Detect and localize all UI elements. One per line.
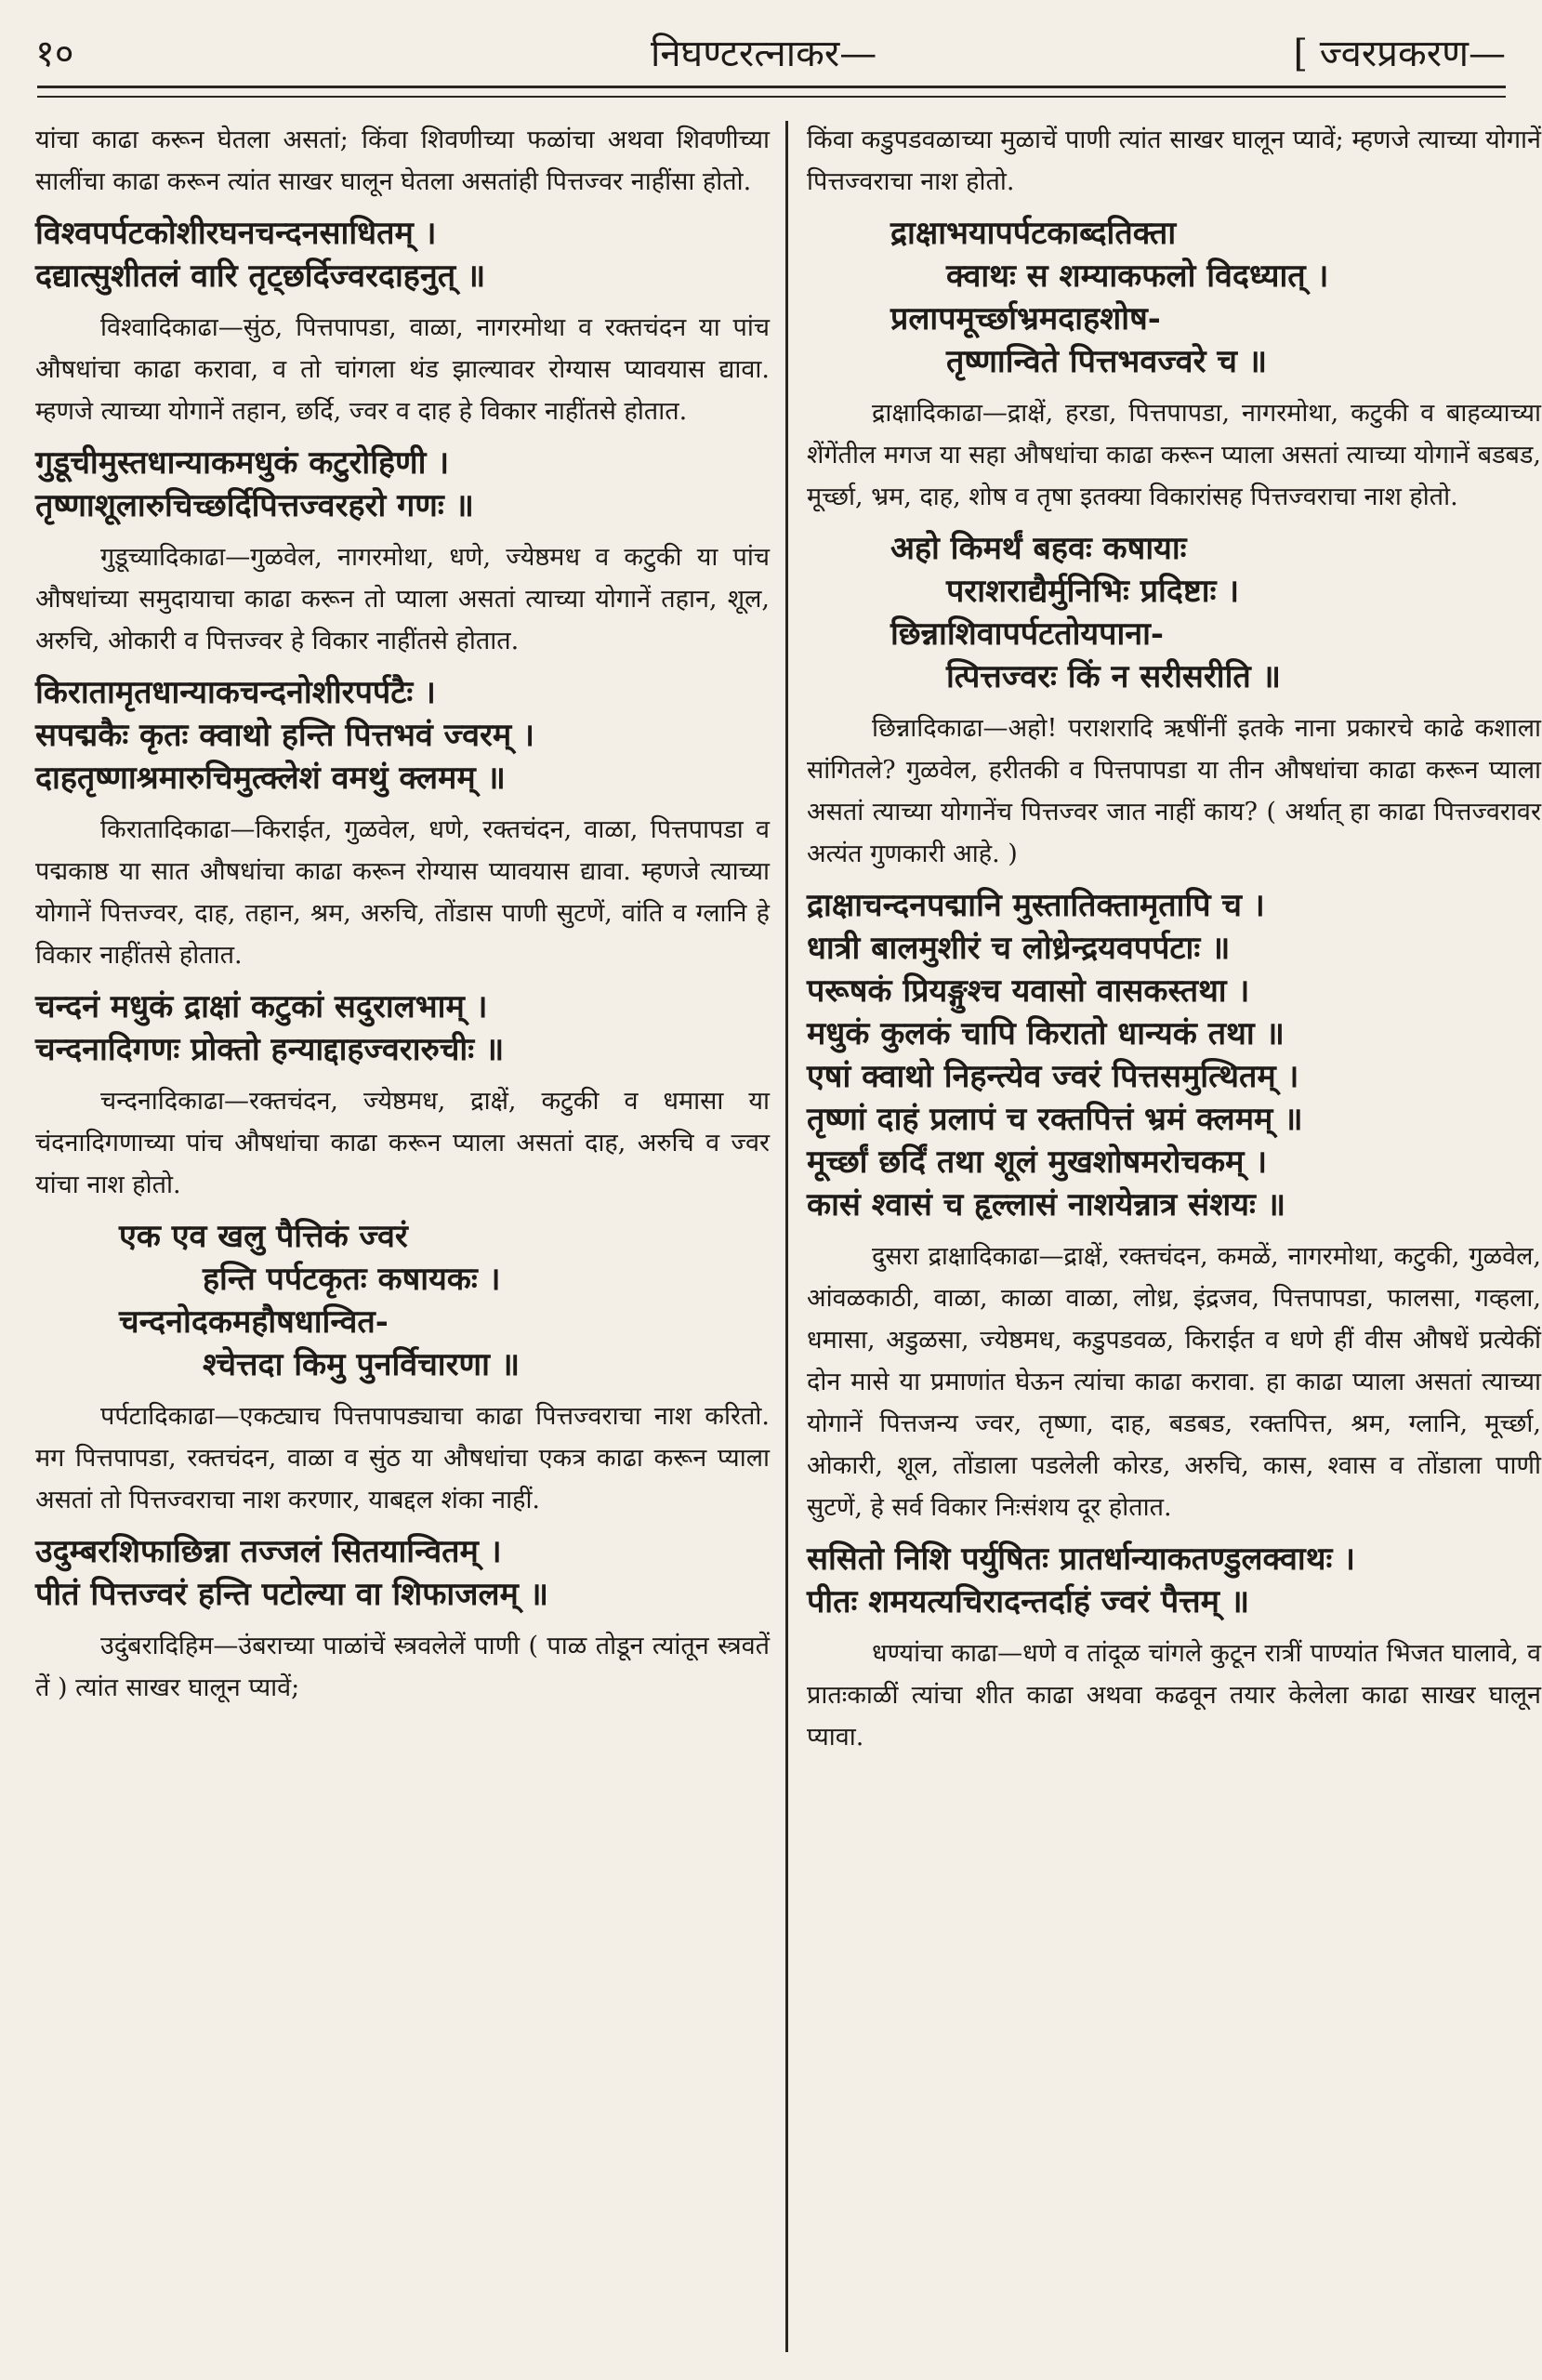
verse-line: द्राक्षाभयापर्पटकाब्दतिक्ता bbox=[890, 215, 1177, 252]
verse-line: विश्वपर्पटकोशीरघनचन्दनसाधितम् । bbox=[35, 215, 437, 252]
verse-line: तृष्णान्विते पित्तभवज्वरे च ॥ bbox=[946, 343, 1268, 380]
verse bbox=[35, 442, 770, 527]
verse-line: चन्दनं मधुकं द्राक्षां कटुकां सदुरालभाम् । bbox=[35, 988, 488, 1025]
verse-line: किरातामृतधान्याकचन्दनोशीरपर्पटैः । bbox=[35, 674, 436, 711]
verse-line: पीतं पित्तज्वरं हन्ति पटोल्या वा शिफाजलम् ॥ bbox=[35, 1576, 549, 1613]
verse-line: मधुकं कुलकं चापि किरातो धान्यकं तथा ॥ bbox=[807, 1015, 1285, 1052]
paragraph: धण्यांचा काढा—धणे व तांदूळ चांगले कुटून रात्रीं पाण्यांत भिजत घालावे, व प्रातःकाळीं त्यांचा शीत काढा अथवा कढवून तयार केलेला काढा साखर घालून प्यावा. bbox=[807, 1639, 1541, 1752]
verse-line: मूर्च्छां छर्दिं तथा शूलं मुखशोषमरोचकम् । bbox=[807, 1144, 1268, 1181]
verse-line: कासं श्वासं च हृल्लासं नाशयेन्नात्र संशयः ॥ bbox=[807, 1186, 1286, 1223]
verse bbox=[807, 884, 1541, 1226]
paragraph: चन्दनादिकाढा—रक्तचंदन, ज्येष्ठमध, द्राक्षें, कटुकी व धमासा या चंदनादिगणाच्या पांच औषधांचा काढा करून प्याला असतां दाह, अरुचि व ज्वर यांचा नाश होतो. bbox=[35, 1087, 770, 1199]
verse bbox=[35, 1530, 770, 1616]
verse-line: त्पित्तज्वरः किं न सरीसरीति ॥ bbox=[946, 658, 1281, 695]
verse-line: छिन्नाशिवापर्पटतोयपाना- bbox=[890, 615, 1165, 653]
paragraph: गुडूच्यादिकाढा—गुळवेल, नागरमोथा, धणे, ज्येष्ठमध व कटुकी या पांच औषधांच्या समुदायाचा काढा करून तो प्याला असतां त्याच्या योगानें तहान, शूल, अरुचि, ओकारी व पित्तज्वर हे विकार नाहींतसे होतात. bbox=[35, 543, 770, 655]
paragraph: छिन्नादिकाढा—अहो! पराशरादि ऋषींनीं इतके नाना प्रकारचे काढे कशाला सांगितले? गुळवेल, हरीतकी व पित्तपापडा या तीन औषधांचा काढा करून प्याला असतां त्याच्या योगानेंच पित्तज्वर जात नाहीं काय? ( अर्थात् हा काढा पित्तज्वरावर अत्यंत गुणकारी आहे. ) bbox=[807, 714, 1541, 868]
verse-line: पीतः शमयत्यचिरादन्तर्दाहं ज्वरं पैत्तम् ॥ bbox=[807, 1583, 1250, 1620]
book-title: निघण्टरत्नाकर— bbox=[651, 33, 877, 75]
verse-line: परूषकं प्रियङ्गुश्च यवासो वासकस्तथा । bbox=[807, 972, 1250, 1010]
verse-line: दाहतृष्णाश्रमारुचिमुत्क्लेशं वमथुं क्लमम् ॥ bbox=[35, 760, 506, 797]
verse-line: उदुम्बरशिफाछिन्ना तज्जलं सितयान्वितम् । bbox=[35, 1533, 502, 1570]
verse bbox=[807, 1538, 1541, 1623]
verse-line: ससितो निशि पर्युषितः प्रातर्धान्याकतण्डुलक्वाथः । bbox=[807, 1540, 1356, 1578]
verse-line: द्राक्षाचन्दनपद्मानि मुस्तातिक्तामृतापि च । bbox=[807, 887, 1265, 924]
header-rule-lower bbox=[37, 96, 1506, 98]
verse-line: एषां क्वाथो निहन्त्येव ज्वरं पित्तसमुत्थितम् । bbox=[807, 1058, 1299, 1095]
verse-line: अहो किमर्थं बहवः कषायाः bbox=[890, 530, 1187, 567]
paragraph: पर्पटादिकाढा—एकट्याच पित्तपापड्याचा काढा पित्तज्वराचा नाश करितो. मग पित्तपापडा, रक्तचंदन, वाळा व सुंठ या औषधांचा एकत्र काढा करून प्याला असतां तो पित्तज्वराचा नाश करणार, याबद्दल शंका नाहीं. bbox=[35, 1402, 770, 1514]
verse-line: चन्दनादिगणः प्रोक्तो हन्याद्दाहज्वरारुचीः ॥ bbox=[35, 1031, 505, 1068]
verse-line: हन्ति पर्पटकृतः कषायकः । bbox=[203, 1261, 501, 1298]
column-divider bbox=[785, 121, 788, 2352]
verse-line: तृष्णाशूलारुचिच्छर्दिपित्तज्वरहरो गणः ॥ bbox=[35, 487, 474, 524]
verse bbox=[35, 985, 770, 1071]
verse-line: क्वाथः स शम्याकफलो विदध्यात् । bbox=[946, 258, 1329, 295]
verse-line: दद्यात्सुशीतलं वारि तृट्छर्दिज्वरदाहनुत् ॥ bbox=[35, 258, 486, 295]
verse bbox=[35, 212, 770, 298]
verse-line: चन्दनोदकमहौषधान्वित- bbox=[119, 1303, 389, 1341]
paragraph: विश्वादिकाढा—सुंठ, पित्तपापडा, वाळा, नागरमोथा व रक्तचंदन या पांच औषधांचा काढा करावा, व तो चांगला थंड झाल्यावर रोग्यास प्यावयास द्यावा. म्हणजे त्याच्या योगानें तहान, छर्दि, ज्वर व दाह हे विकार नाहींतसे होतात. bbox=[35, 313, 770, 426]
page-header bbox=[28, 19, 1515, 84]
paragraph: उदुंबरादिहिम—उंबराच्या पाळांचें स्त्रवलेलें पाणी ( पाळ तोडून त्यांतून स्त्रवतें तें ) त्यांत साखर घालून प्यावें; bbox=[35, 1632, 770, 1702]
paragraph: किंवा कडुपडवळाच्या मुळाचें पाणी त्यांत साखर घालून प्यावें; म्हणजे त्याच्या योगानें पित्तज्वराचा नाश होतो. bbox=[807, 126, 1541, 196]
verse-line: प्रलापमूर्च्छाभ्रमदाहशोष- bbox=[890, 300, 1161, 337]
verse bbox=[807, 527, 1541, 698]
paragraph: यांचा काढा करून घेतला असतां; किंवा शिवणीच्या फळांचा अथवा शिवणीच्या सालींचा काढा करून त्यांत साखर घालून घेतला असतांही पित्तज्वर नाहींसा होतो. bbox=[35, 126, 770, 196]
verse-line: गुडूचीमुस्तधान्याकमधुकं कटुरोहिणी । bbox=[35, 444, 450, 482]
left-column bbox=[35, 119, 770, 1718]
verse bbox=[807, 212, 1541, 383]
verse-line: धात्री बालमुशीरं च लोध्रेन्द्रयवपर्पटाः ॥ bbox=[807, 930, 1231, 967]
verse-line: एक एव खलु पैत्तिकं ज्वरं bbox=[119, 1218, 408, 1255]
verse-line: सपद्मकैः कृतः क्वाथो हन्ति पित्तभवं ज्वरम् । bbox=[35, 717, 534, 754]
verse bbox=[35, 671, 770, 800]
paragraph: किरातादिकाढा—किराईत, गुळवेल, धणे, रक्तचंदन, वाळा, पित्तपापडा व पद्मकाष्ठ या सात औषधांचा काढा करून रोग्यास प्यावयास द्यावा. म्हणजे त्याच्या योगानें पित्तज्वर, दाह, तहान, श्रम, अरुचि, तोंडास पाणी सुटणें, वांति व ग्लानि हे विकार नाहींतसे होतात. bbox=[35, 815, 770, 970]
verse-line: तृष्णां दाहं प्रलापं च रक्तपित्तं भ्रमं क्लमम् ॥ bbox=[807, 1101, 1303, 1138]
paragraph: द्राक्षादिकाढा—द्राक्षें, हरडा, पित्तपापडा, नागरमोथा, कटुकी व बाहव्याच्या शेंगेंतील मगज या सहा औषधांचा काढा करून प्याला असतां त्याच्या योगानें बडबड, मूर्च्छा, भ्रम, दाह, शोष व तृषा इतक्या विकारांसह पित्तज्वराचा नाश होतो. bbox=[807, 399, 1541, 511]
verse-line: पराशराद्यैर्मुनिभिः प्रदिष्टाः । bbox=[946, 573, 1240, 610]
right-column bbox=[807, 119, 1541, 1767]
verse bbox=[35, 1215, 770, 1386]
header-rule bbox=[37, 86, 1506, 88]
page-number: १० bbox=[35, 33, 74, 75]
verse-line: श्चेत्तदा किमु पुनर्विचारणा ॥ bbox=[203, 1346, 521, 1383]
paragraph: दुसरा द्राक्षादिकाढा—द्राक्षें, रक्तचंदन, कमळें, नागरमोथा, कटुकी, गुळवेल, आंवळकाठी, वाळा, काळा वाळा, लोध्र, इंद्रजव, पित्तपापडा, फालसा, गव्हला, धमासा, अडुळसा, ज्येष्ठमध, कडुपडवळ, किराईत व धणे हीं वीस औषधें प्रत्येकीं दोन मासे या प्रमाणांत घेऊन त्यांचा काढा करावा. हा काढा प्याला असतां त्याच्या योगानें पित्तजन्य ज्वर, तृष्णा, दाह, बडबड, रक्तपित्त, श्रम, ग्लानि, मूर्च्छा, ओकारी, शूल, तोंडाला पडलेली कोरड, अरुचि, कास, श्वास व तोंडाला पाणी सुटणें, हे सर्व विकार निःसंशय दूर होतात. bbox=[807, 1242, 1541, 1522]
section-title: [ ज्वरप्रकरण— bbox=[1293, 33, 1506, 75]
